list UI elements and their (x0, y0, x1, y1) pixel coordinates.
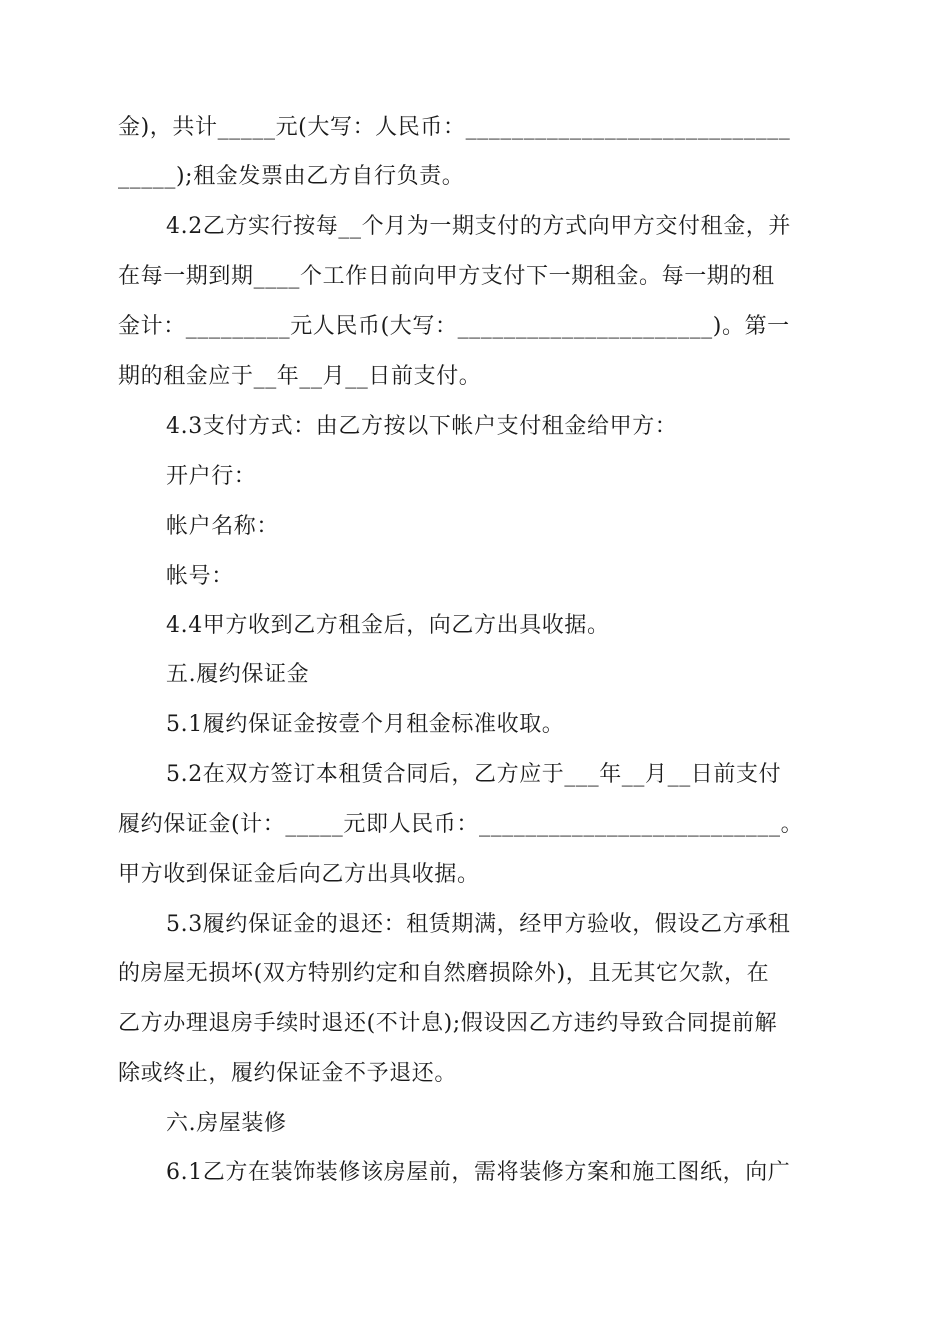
text-line: 在每一期到期____个工作日前向甲方支付下一期租金。每一期的租 (118, 264, 775, 289)
text-line: 帐号： (166, 564, 234, 589)
text-line: 期的租金应于__年__月__日前支付。 (118, 364, 482, 389)
text-line: 金)，共计_____元(大写：人民币：____________________________ (118, 115, 791, 140)
text-line: 的房屋无损坏(双方特别约定和自然磨损除外)，且无其它欠款，在 (118, 961, 770, 986)
text-line: 除或终止，履约保证金不予退还。 (118, 1061, 458, 1086)
text-line: 4.2乙方实行按每__个月为一期支付的方式向甲方交付租金，并 (166, 214, 791, 239)
text-line: 甲方收到保证金后向乙方出具收据。 (118, 862, 480, 887)
text-line: 4.4甲方收到乙方租金后，向乙方出具收据。 (166, 613, 610, 638)
text-line: 开户行： (166, 464, 257, 489)
text-line: 帐户名称： (166, 514, 280, 539)
text-line: 金计：_________元人民币(大写：______________________)。第一 (118, 314, 790, 339)
text-line: 4.3支付方式：由乙方按以下帐户支付租金给甲方： (166, 414, 678, 439)
section-heading: 六.房屋装修 (166, 1111, 287, 1136)
text-line: 5.2在双方签订本租赁合同后，乙方应于___年__月__日前支付 (166, 762, 782, 787)
section-heading: 五.履约保证金 (166, 662, 310, 687)
text-line: 履约保证金(计：_____元即人民币：__________________________。 (118, 812, 804, 837)
text-line: _____);租金发票由乙方自行负责。 (118, 164, 465, 189)
text-line: 乙方办理退房手续时退还(不计息);假设因乙方违约导致合同提前解 (118, 1011, 778, 1036)
text-line: 5.1履约保证金按壹个月租金标准收取。 (166, 712, 565, 737)
text-line: 5.3履约保证金的退还：租赁期满，经甲方验收，假设乙方承租 (166, 912, 791, 937)
text-line: 6.1乙方在装饰装修该房屋前，需将装修方案和施工图纸，向广 (166, 1160, 791, 1185)
